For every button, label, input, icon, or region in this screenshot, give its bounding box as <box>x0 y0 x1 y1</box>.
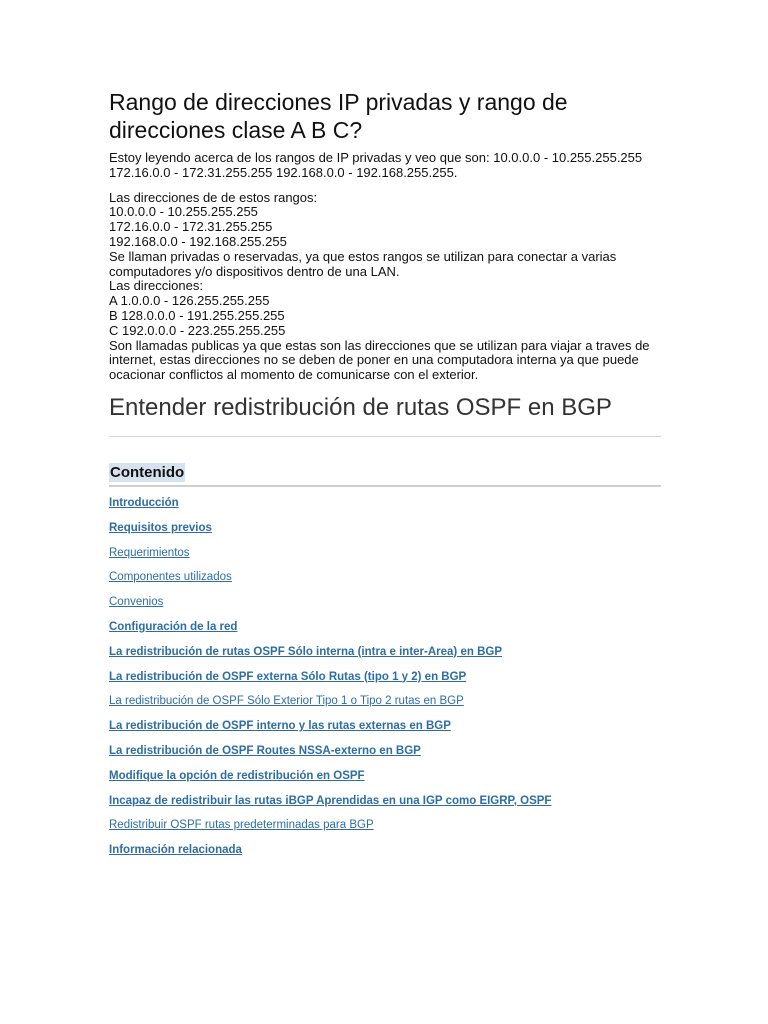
toc-item <box>109 645 661 670</box>
text-line: 172.16.0.0 - 172.31.255.255 <box>109 219 273 235</box>
text-line: computadores y/o dispositivos dentro de una LAN. <box>109 263 400 279</box>
toc-item <box>109 744 661 769</box>
toc-item <box>109 818 661 843</box>
toc-item <box>109 794 661 819</box>
toc-item <box>109 694 661 719</box>
toc-item <box>109 670 661 695</box>
question-title: Rango de direcciones IP privadas y rango de direcciones clase A B C? <box>109 89 568 143</box>
toc-list <box>109 496 661 868</box>
toc-link[interactable]: Información relacionada <box>109 844 242 857</box>
text-line: C 192.0.0.0 - 223.255.255.255 <box>109 322 286 338</box>
toc-heading-wrap <box>109 463 661 483</box>
toc-link[interactable]: Componentes utilizados <box>109 571 232 584</box>
toc-link[interactable]: Incapaz de redistribuir las rutas iBGP Aprendidas en una IGP como EIGRP, OSPF <box>109 794 552 807</box>
toc-link[interactable]: Configuración de la red <box>109 620 238 633</box>
text-line: ocacionar conflictos al momento de comunicarse con el exterior. <box>109 367 479 383</box>
toc-item <box>109 719 661 744</box>
toc-item <box>109 570 661 595</box>
question-intro <box>109 151 661 181</box>
article-title: Entender redistribución de rutas OSPF en BGP <box>109 393 612 421</box>
toc-link[interactable]: La redistribución de OSPF externa Sólo Rutas (tipo 1 y 2) en BGP <box>109 670 467 683</box>
toc-item <box>109 521 661 546</box>
text-line: Las direcciones: <box>109 278 203 294</box>
text-line: B 128.0.0.0 - 191.255.255.255 <box>109 307 285 323</box>
text-line: 10.0.0.0 - 10.255.255.255 <box>109 204 258 220</box>
toc-item <box>109 546 661 571</box>
text-line: Son llamadas publicas ya que estas son las direcciones que se utilizan para viajar a traves de <box>109 337 650 353</box>
toc-link[interactable]: La redistribución de OSPF interno y las rutas externas en BGP <box>109 720 451 733</box>
toc-link[interactable]: Modifique la opción de redistribución en OSPF <box>109 769 365 782</box>
toc-link[interactable]: Convenios <box>109 596 164 609</box>
toc-item <box>109 620 661 645</box>
text-line: A 1.0.0.0 - 126.255.255.255 <box>109 293 270 309</box>
toc-link[interactable]: Redistribuir OSPF rutas predeterminadas para BGP <box>109 819 374 832</box>
toc-divider <box>109 485 661 487</box>
answer-body <box>109 191 661 383</box>
title-divider <box>109 436 661 437</box>
toc-link[interactable]: La redistribución de OSPF Sólo Exterior Tipo 1 o Tipo 2 rutas en BGP <box>109 695 464 708</box>
toc-link[interactable]: Introducción <box>109 496 179 509</box>
toc-item <box>109 595 661 620</box>
toc-link[interactable]: Requerimientos <box>109 546 190 559</box>
toc-heading: Contenido <box>110 463 185 481</box>
text-line: 192.168.0.0 - 192.168.255.255 <box>109 233 287 249</box>
toc-link[interactable]: Requisitos previos <box>109 521 212 534</box>
document-content <box>109 88 661 868</box>
toc-item <box>109 843 661 868</box>
toc-item <box>109 769 661 794</box>
text-line: Se llaman privadas o reservadas, ya que estos rangos se utilizan para conectar a varias <box>109 248 617 264</box>
text-line: Las direcciones de de estos rangos: <box>109 189 318 205</box>
text-line: Estoy leyendo acerca de los rangos de IP privadas y veo que son: 10.0.0.0 - 10.255.255.255 <box>109 150 643 165</box>
toc-link[interactable]: La redistribución de OSPF Routes NSSA-externo en BGP <box>109 744 421 757</box>
toc-link[interactable]: La redistribución de rutas OSPF Sólo interna (intra e inter-Area) en BGP <box>109 645 502 658</box>
text-line: 172.16.0.0 - 172.31.255.255 192.168.0.0 - 192.168.255.255. <box>109 164 458 180</box>
text-line: internet, estas direcciones no se deben de poner en una computadora interna ya que puede <box>109 352 639 368</box>
toc-item <box>109 496 661 521</box>
